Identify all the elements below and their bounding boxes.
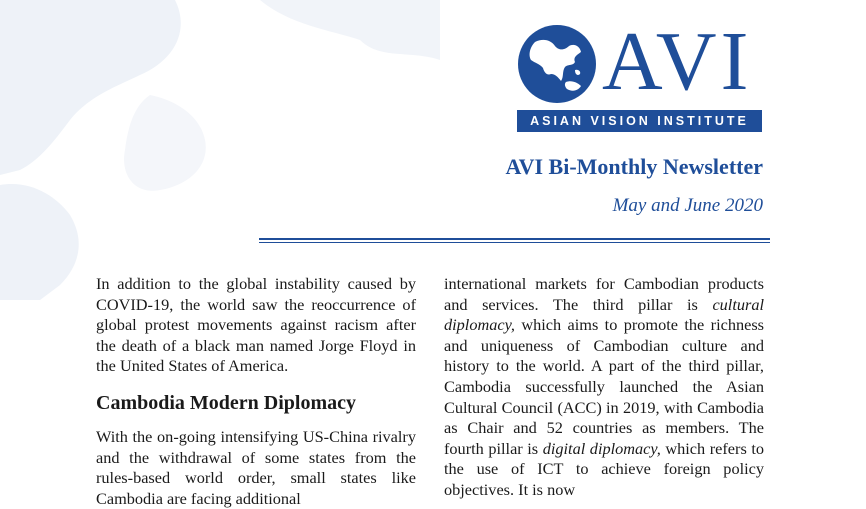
left-column	[96, 274, 416, 509]
digital-diplomacy-term: digital diplomacy,	[542, 438, 661, 458]
logo-tagline: ASIAN VISION INSTITUTE	[517, 110, 762, 132]
logo-letters: AVI	[602, 15, 753, 108]
section-heading: Cambodia Modern Diplomacy	[96, 391, 356, 414]
globe-icon	[517, 24, 597, 104]
pillars-paragraph	[444, 274, 764, 501]
header-divider-thin	[259, 242, 770, 243]
text-segment: international markets for Cambodian products and services. The third pillar is	[444, 274, 764, 314]
cultural-diplomacy-term: cultural diplomacy,	[444, 294, 764, 335]
newsletter-title: AVI Bi-Monthly Newsletter	[505, 154, 763, 179]
body-paragraph: With the on-going intensifying US-China rivalry and the withdrawal of some states from the rules-based world order, small states like Cambodia are facing additional	[96, 426, 416, 508]
newsletter-date: May and June 2020	[612, 195, 763, 216]
header-divider	[259, 238, 770, 240]
text-segment: which refers to the use of ICT to achieve foreign policy objectives. It is now	[444, 438, 765, 499]
intro-paragraph: In addition to the global instability caused by COVID-19, the world saw the reoccurrence of global protest movements against racism after the death of a black man named Jorge Floyd in the United States of America.	[96, 274, 416, 376]
world-map-watermark	[0, 0, 440, 300]
avi-logo	[517, 15, 765, 134]
text-segment: which aims to promote the richness and uniqueness of Cambodian culture and history to the world. A part of the third pillar, Cambodia successfully launched the Asian Cultural Council (ACC) in 2019, with Cambodia as Chair and 52 countries as members. The fourth pillar is	[444, 315, 764, 458]
right-column	[444, 274, 764, 501]
